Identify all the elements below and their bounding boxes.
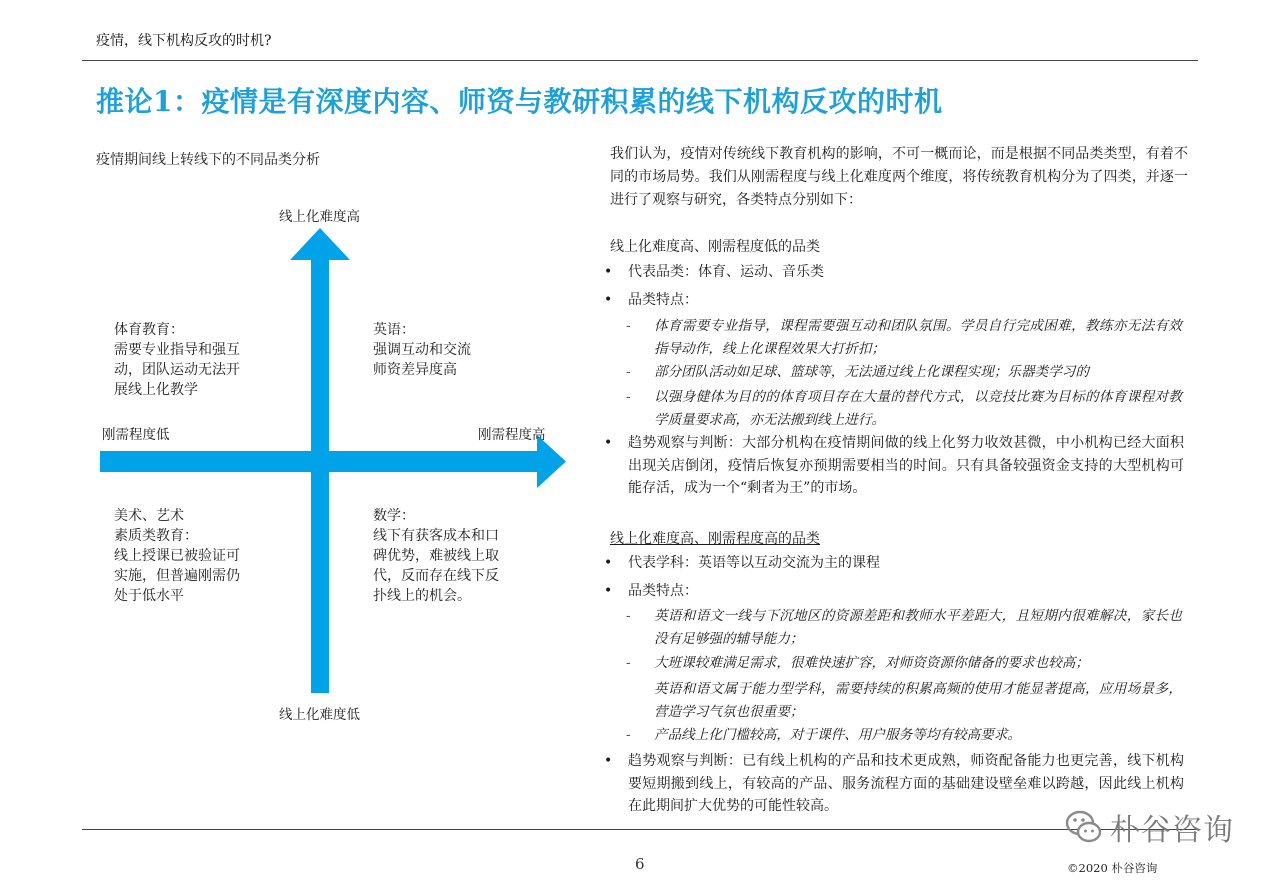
sub-item-text: 英语和语文属于能力型学科，需要持续的积累高频的使用才能显著提高，应用场景多，营造学习气氛也很重要； <box>654 681 1182 720</box>
bullet-text: 代表品类：体育、运动、音乐类 <box>628 264 824 280</box>
wechat-icon <box>1062 805 1106 849</box>
quadrant-line: 素质类教育： <box>114 528 198 544</box>
bullet-icon: • <box>604 264 613 280</box>
quadrant-line: 线上授课已被验证可 <box>114 548 240 564</box>
quadrant-top-left <box>114 320 240 400</box>
quadrant-line: 体育教育： <box>114 322 184 338</box>
section2-sub-item <box>626 605 1182 651</box>
sub-item-text: 英语和语文一线与下沉地区的资源差距和教师水平差距大，且短期内很难解决，家长也没有足够强的辅导能力； <box>654 608 1182 647</box>
sub-item-text: 以强身健体为目的的体育项目存在大量的替代方式，以竞技比赛为目标的体育课程对教学质量要求高，亦无法搬到线上进行。 <box>654 389 1182 428</box>
quadrant-line: 线下有获客成本和口 <box>373 528 499 544</box>
section1-sub-item <box>626 386 1182 432</box>
chart-title: 疫情期间线上转线下的不同品类分析 <box>96 152 320 168</box>
quadrant-line: 展线上化教学 <box>114 382 198 398</box>
dash-icon: - <box>626 655 631 671</box>
section1-sub-item <box>626 361 1182 384</box>
watermark-text: 朴谷咨询 <box>1110 813 1234 848</box>
bullet-text: 品类特点： <box>628 292 698 308</box>
section2-sub-item <box>626 678 1182 724</box>
axis-label-right: 刚需程度高 <box>478 427 546 443</box>
dash-icon: - <box>626 389 631 405</box>
intro-paragraph: 我们认为，疫情对传统线下教育机构的影响，不可一概而论，而是根据不同品类类型，有着不同的市场局势。我们从刚需程度与线上化难度两个维度，将传统教育机构分为了四类，并逐一进行了观察与研究，各类特点分别如下： <box>610 146 1188 208</box>
header-divider <box>82 60 1198 61</box>
quadrant-line: 美术、艺术 <box>114 508 184 524</box>
quadrant-line: 实施，但普遍刚需仍 <box>114 568 240 584</box>
bullet-icon: • <box>604 555 613 571</box>
dash-icon: - <box>626 318 631 334</box>
section2-sub-item <box>626 652 1182 675</box>
bullet-text: 趋势观察与判断：大部分机构在疫情期间做的线上化努力收效甚微，中小机构已经大面积出现关店倒闭，疫情后恢复亦预期需要相当的时间。只有具备较强资金支持的大型机构可能存活，成为一个“剩者为王”的市场。 <box>628 435 1184 496</box>
quadrant-axes <box>90 220 570 700</box>
section2-bullet-subject <box>604 552 1184 575</box>
copyright: ©2020 朴谷咨询 <box>1067 861 1158 875</box>
section1-title: 线上化难度高、刚需程度低的品类 <box>610 239 820 255</box>
quadrant-bottom-right <box>373 506 499 606</box>
section2-title: 线上化难度高、刚需程度高的品类 <box>610 531 820 547</box>
bullet-text: 趋势观察与判断：已有线上机构的产品和技术更成熟，师资配备能力也更完善，线下机构要短期搬到线上，有较高的产品、服务流程方面的基础建设壁垒难以跨越，因此线上机构在此期间扩大优势的可能性较高。 <box>628 753 1184 814</box>
quadrant-line: 数学： <box>373 508 415 524</box>
quadrant-bottom-left <box>114 506 240 606</box>
quadrant-line: 需要专业指导和强互 <box>114 342 240 358</box>
bullet-icon: • <box>604 435 613 451</box>
quadrant-line: 动，团队运动无法开 <box>114 362 240 378</box>
section1-sub-item <box>626 315 1182 361</box>
sub-item-text: 大班课较难满足需求，很难快速扩容，对师资资源你储备的要求也较高； <box>654 655 1089 671</box>
dash-icon: - <box>626 364 631 380</box>
section1-bullet-features <box>604 289 1184 312</box>
dash-icon: - <box>626 727 631 743</box>
quadrant-line: 师资差异度高 <box>373 362 457 378</box>
section1-bullet-category <box>604 261 1184 284</box>
bullet-icon: • <box>604 753 613 769</box>
quadrant-line: 碑优势，难被线上取 <box>373 548 499 564</box>
section2-sub-item <box>626 724 1182 747</box>
bullet-icon: • <box>604 292 613 308</box>
footer-divider <box>82 829 1198 830</box>
section1-bullet-trend <box>604 432 1184 500</box>
watermark <box>1062 804 1234 850</box>
section2-bullet-features <box>604 580 1184 603</box>
sub-item-text: 产品线上化门槛较高，对于课件、用户服务等均有较高要求。 <box>654 727 1022 743</box>
axis-label-bottom: 线上化难度低 <box>279 707 360 723</box>
bullet-text: 代表学科：英语等以互动交流为主的课程 <box>628 555 880 571</box>
header-title: 疫情，线下机构反攻的时机? <box>96 33 272 49</box>
quadrant-line: 处于低水平 <box>114 588 184 604</box>
axis-label-top: 线上化难度高 <box>279 209 360 225</box>
sub-item-text: 体育需要专业指导，课程需要强互动和团队氛围。学员自行完成困难，教练亦无法有效指导动作，线上化课程效果大打折扣； <box>654 318 1182 357</box>
axis-label-left: 刚需程度低 <box>102 427 170 443</box>
sub-item-text: 部分团队活动如足球、篮球等，无法通过线上化课程实现；乐器类学习的 <box>654 364 1089 380</box>
quadrant-line: 代，反而存在线下反 <box>373 568 499 584</box>
page-number: 6 <box>635 855 645 873</box>
page-title: 推论1：疫情是有深度内容、师资与教研积累的线下机构反攻的时机 <box>96 85 943 118</box>
quadrant-line: 扑线上的机会。 <box>373 588 471 604</box>
dash-icon: - <box>626 608 631 624</box>
quadrant-line: 英语： <box>373 322 415 338</box>
bullet-icon: • <box>604 583 613 599</box>
quadrant-top-right <box>373 320 471 380</box>
quadrant-line: 强调互动和交流 <box>373 342 471 358</box>
bullet-text: 品类特点： <box>628 583 698 599</box>
